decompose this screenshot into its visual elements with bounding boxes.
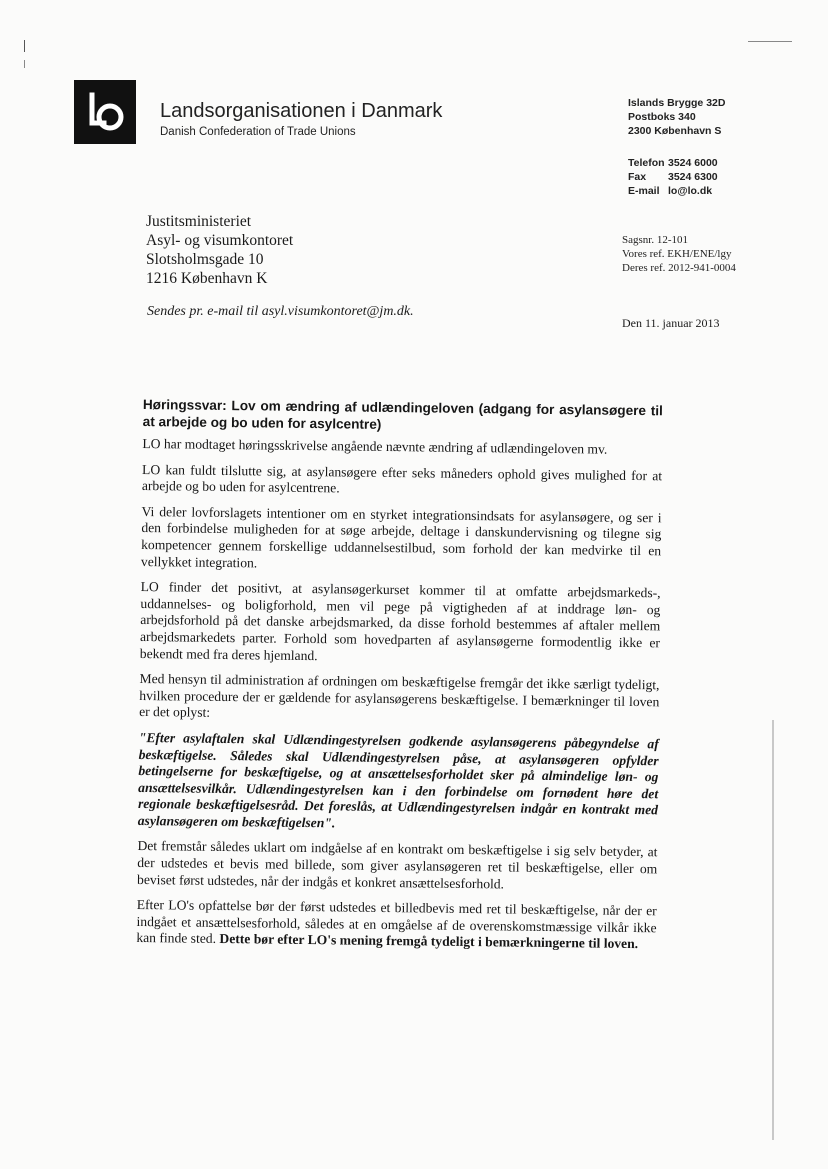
- paragraph: LO finder det positivt, at asylansøgerkurset kommer til at omfatte arbejdsmarkeds-, uddannelses- og boligforhold, men vil pege på vigtigheden af at inddrage løn- og arbejdsforhold på det danske arbejdsmarked, da disse forhold bestemmes af aftaler mellem arbejdsmarkedets parter. Forhold som hovedparten af asylansøgerne formodentlig ikke er bekendt med fra deres hjemland.: [139, 579, 661, 663]
- recipient-line: Asyl- og visumkontoret: [146, 232, 294, 249]
- email-note: Sendes pr. e-mail til asyl.visumkontoret@jm.dk.: [147, 304, 414, 319]
- letter-date: Den 11. januar 2013: [622, 316, 720, 330]
- lo-logo-icon: [82, 89, 128, 135]
- letter-body: [136, 396, 663, 962]
- your-reference: Deres ref. 2012-941-0004: [622, 262, 736, 274]
- paragraph: Med hensyn til administration af ordningen om beskæftigelse fremgår det ikke særligt tydeligt, hvilken procedure der er gældende for asylansøgerens beskæftigelse. I bemærkninger til loven er det oplyst:: [139, 671, 660, 721]
- sender-address: [628, 96, 725, 138]
- scan-artifact: [24, 60, 25, 68]
- org-name: Landsorganisationen i Danmark: [160, 100, 443, 122]
- org-subtitle: Danish Confederation of Trade Unions: [160, 126, 356, 138]
- address-line: 2300 København S: [628, 125, 722, 137]
- final-statement: Dette bør efter LO's mening fremgå tydeligt i bemærkningerne til loven.: [219, 931, 639, 952]
- reference-block: [622, 233, 736, 275]
- contact-fax: Fax 3524 6300: [628, 171, 718, 183]
- paragraph: Vi deler lovforslagets intentioner om en styrket integrationsindsats for asylansøgere, og ser i den forbindelse muligheden for at søge arbejde, deltage i danskundervisning og tilegne sig kompetencer gennem forskellige uddannelsestilbud, som forhold der kan medvirke til en vellykket integration.: [140, 503, 662, 570]
- recipient-line: 1216 København K: [146, 270, 268, 287]
- recipient-address: [146, 212, 293, 288]
- address-line: Postboks 340: [628, 111, 696, 123]
- lo-logo: [74, 80, 136, 144]
- scan-artifact: [772, 720, 774, 1140]
- our-reference: Vores ref. EKH/ENE/lgy: [622, 248, 732, 260]
- paragraph: LO har modtaget høringsskrivelse angående nævnte ændring af udlændingeloven mv.: [142, 435, 608, 457]
- paragraph: LO kan fuldt tilslutte sig, at asylansøgere efter seks måneders ophold gives mulighed for at arbejde og bo uden for asylcentrene.: [141, 461, 663, 496]
- scan-artifact: [748, 41, 792, 42]
- recipient-line: Justitsministeriet: [146, 213, 252, 230]
- sender-contact: [628, 156, 718, 198]
- contact-phone: Telefon 3524 6000: [628, 157, 718, 169]
- contact-email: E-mail lo@lo.dk: [628, 185, 713, 197]
- address-line: Islands Brygge 32D: [628, 97, 726, 109]
- case-number: Sagsnr. 12-101: [622, 234, 688, 246]
- quoted-remarks: "Efter asylaftalen skal Udlændingestyrelsen godkende asylansøgerens påbegyndelse af beskæftigelse. Således skal Udlændingestyrelsen påse, at asylansøgeren opfylder betingelserne for beskæftigelse, og at ansættelsesforholdet sker på almindelige løn- og ansættelsesvilkår. Udlændingestyrelsen kan i den forbindelse om fornødent høre det regionale beskæftigelsesråd. Det foreslås, at Udlændingestyrelsen indgår en kontrakt med asylansøgeren om beskæftigelsen".: [137, 729, 659, 831]
- recipient-line: Slotsholmsgade 10: [146, 251, 264, 268]
- final-paragraph: Efter LO's opfattelse bør der først udstedes et billedbevis med ret til beskæftigelse, når der er indgået et ansættelsesforhold, således at en omgåelse af de overenskomstmæssige vilkår ikke kan finde sted. Dette bør efter LO's mening fremgå tydeligt i bemærkningerne til loven.: [136, 897, 657, 952]
- subject-line: Høringssvar: Lov om ændring af udlændingeloven (adgang for asylansøgere til at arbejde og bo uden for asylcentre): [142, 396, 663, 432]
- scan-artifact: [24, 40, 25, 52]
- paragraph: Det fremstår således uklart om indgåelse af en kontrakt om beskæftigelse i sig selv betyder, at der udstedes et bevis med billede, som giver asylansøgeren ret til beskæftigelse, eller om beviset først udstedes, når der indgås et konkret ansættelsesforhold.: [137, 838, 658, 892]
